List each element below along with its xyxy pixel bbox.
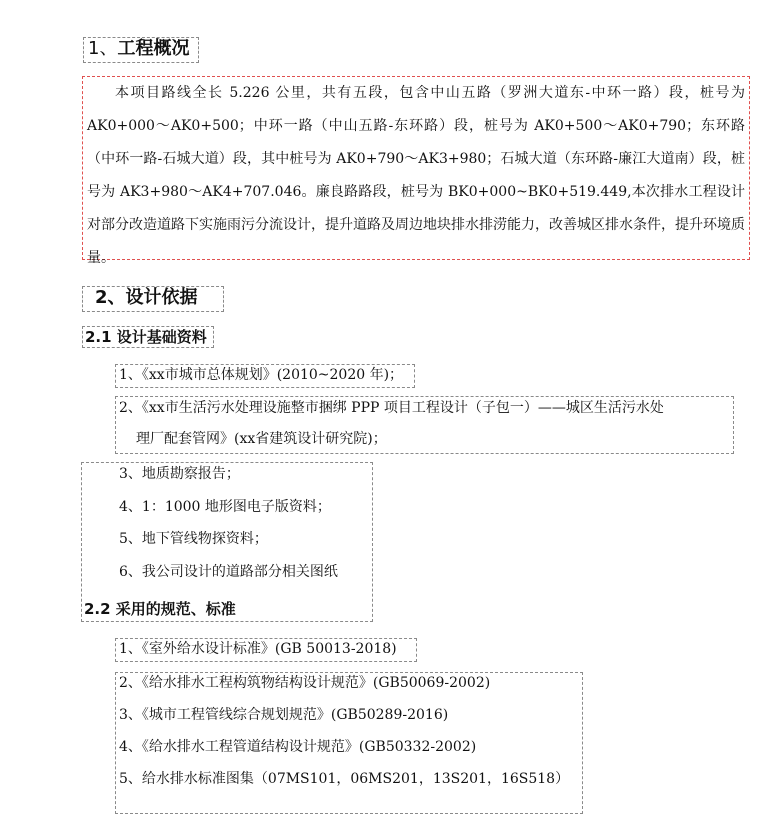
basis-item-2-line-1: 2、《xx市生活污水处理设施整市捆绑 PPP 项目工程设计（子包一）——城区生活污水处 — [119, 400, 664, 416]
standard-item-5: 5、给水排水标准图集（07MS101，06MS201，13S201，16S518） — [119, 771, 570, 787]
standard-item-4: 4、《给水排水工程管道结构设计规范》(GB50332-2002) — [119, 739, 477, 755]
section-2-heading: 2、设计依据 — [82, 286, 224, 312]
standard-item-3: 3、《城市工程管线综合规划规范》(GB50289-2016) — [119, 707, 449, 723]
basis-item-5: 5、地下管线物探资料； — [119, 531, 268, 547]
subsection-2-2-heading: 2.2 采用的规范、标准 — [84, 600, 236, 618]
section-1-paragraph: 本项目路线全长 5.226 公里，共有五段，包含中山五路（罗洲大道东-中环一路）段，桩号为 AK0+000～AK0+500；中环一路（中山五路-东环路）段，桩号为 AK0+500～AK0+790；东环路（中环一路-石城大道）段，其中桩号为 AK0+790～AK3+980；石城大道（东环路-廉江大道南）段，桩号为 AK3+980～AK4+707.046。廉良路路段，桩号为 BK0+000~BK0+519.449,本次排水工程设计对部分改造道路下实施雨污分流设计，提升道路及周边地块排水排涝能力，改善城区排水条件，提升环境质量。 — [82, 76, 750, 260]
basis-item-1: 1、《xx市城市总体规划》(2010~2020 年)； — [119, 367, 404, 383]
standard-item-1: 1、《室外给水设计标准》(GB 50013-2018) — [119, 641, 397, 657]
section-1-heading-number: 1、 — [88, 38, 118, 59]
basis-item-4: 4、1：1000 地形图电子版资料； — [119, 499, 331, 515]
section-1-heading-text: 工程概况 — [117, 38, 190, 59]
standard-item-2: 2、《给水排水工程构筑物结构设计规范》(GB50069-2002) — [119, 675, 491, 691]
section-1-heading — [83, 37, 199, 63]
subsection-2-1-heading: 2.1 设计基础资料 — [82, 326, 214, 348]
basis-item-3: 3、地质勘察报告； — [119, 466, 240, 482]
basis-item-2-line-2: 理厂配套管网》(xx省建筑设计研究院)； — [136, 431, 387, 447]
basis-item-6: 6、我公司设计的道路部分相关图纸 — [119, 564, 338, 580]
